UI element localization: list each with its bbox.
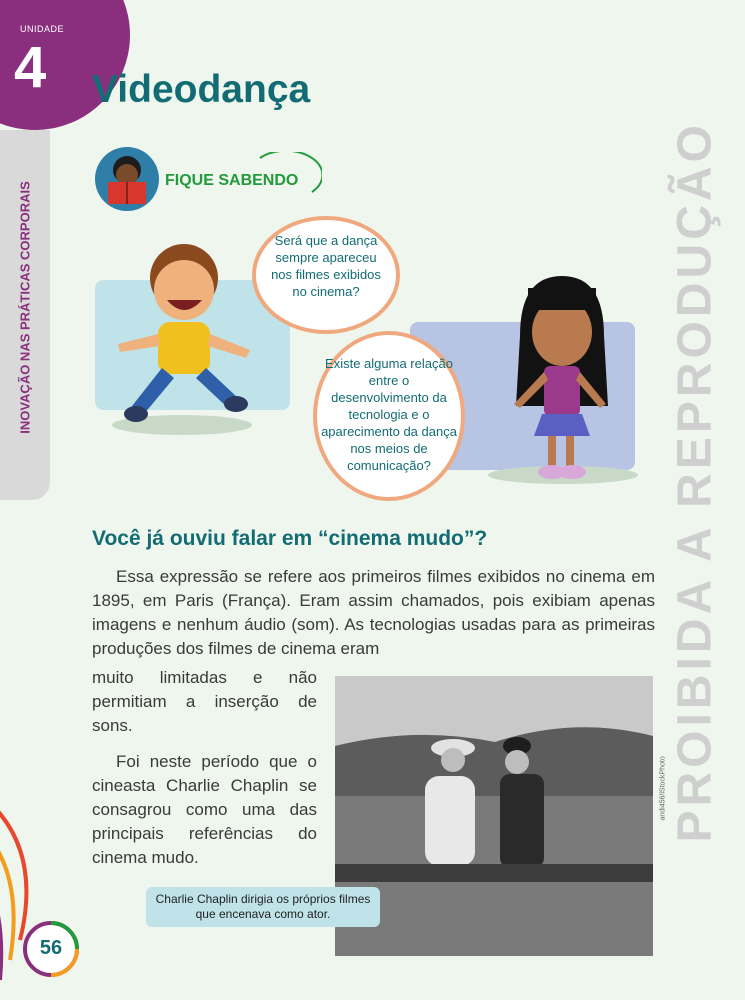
page-title: Videodança <box>92 68 311 111</box>
unit-label: UNIDADE <box>20 24 65 34</box>
side-chapter-title: INOVAÇÃO NAS PRÁTICAS CORPORAIS <box>17 181 33 434</box>
paragraph-1 <box>92 565 655 661</box>
chaplin-photo <box>335 676 653 956</box>
decorative-arc <box>250 152 322 198</box>
paragraph-1-continued: muito limitadas e não permitiam a inserção de sons. <box>92 668 317 735</box>
paragraph-2-text: Foi neste período que o cineasta Charlie Chaplin se consagrou como uma das principais referências do cinema mudo. <box>92 752 317 867</box>
section-heading: Você já ouviu falar em “cinema mudo”? <box>92 527 488 550</box>
photo-credit: andi456/iStockPhoto <box>659 756 667 821</box>
fique-sabendo-label: FIQUE SABENDO <box>165 172 299 189</box>
speech-bubble-1-text: Será que a dança sempre apareceu nos filmes exibidos no cinema? <box>271 233 381 299</box>
boy-illustration <box>112 238 262 434</box>
paragraph-2 <box>92 750 317 870</box>
reading-child-icon <box>94 146 160 212</box>
paragraph-1-text: Essa expressão se refere aos primeiros filmes exibidos no cinema em 1895, em Paris (França). Eram assim chamados, pois exibiam apenas imagens e nenhum áudio (som). As tecnologias usadas para as primeiras produções dos filmes de cinema eram <box>92 567 655 658</box>
speech-bubble-2-text: Existe alguma relação entre o desenvolvimento da tecnologia e o aparecimento da dança nos meios de comunicação? <box>321 356 457 473</box>
watermark: PROIBIDA A REPRODUÇÃO <box>668 121 722 843</box>
girl-illustration <box>500 276 620 482</box>
page-number: 56 <box>39 937 63 959</box>
unit-number: 4 <box>14 35 47 100</box>
photo-caption: Charlie Chaplin dirigia os próprios filmes que encenava como ator. <box>146 887 380 927</box>
